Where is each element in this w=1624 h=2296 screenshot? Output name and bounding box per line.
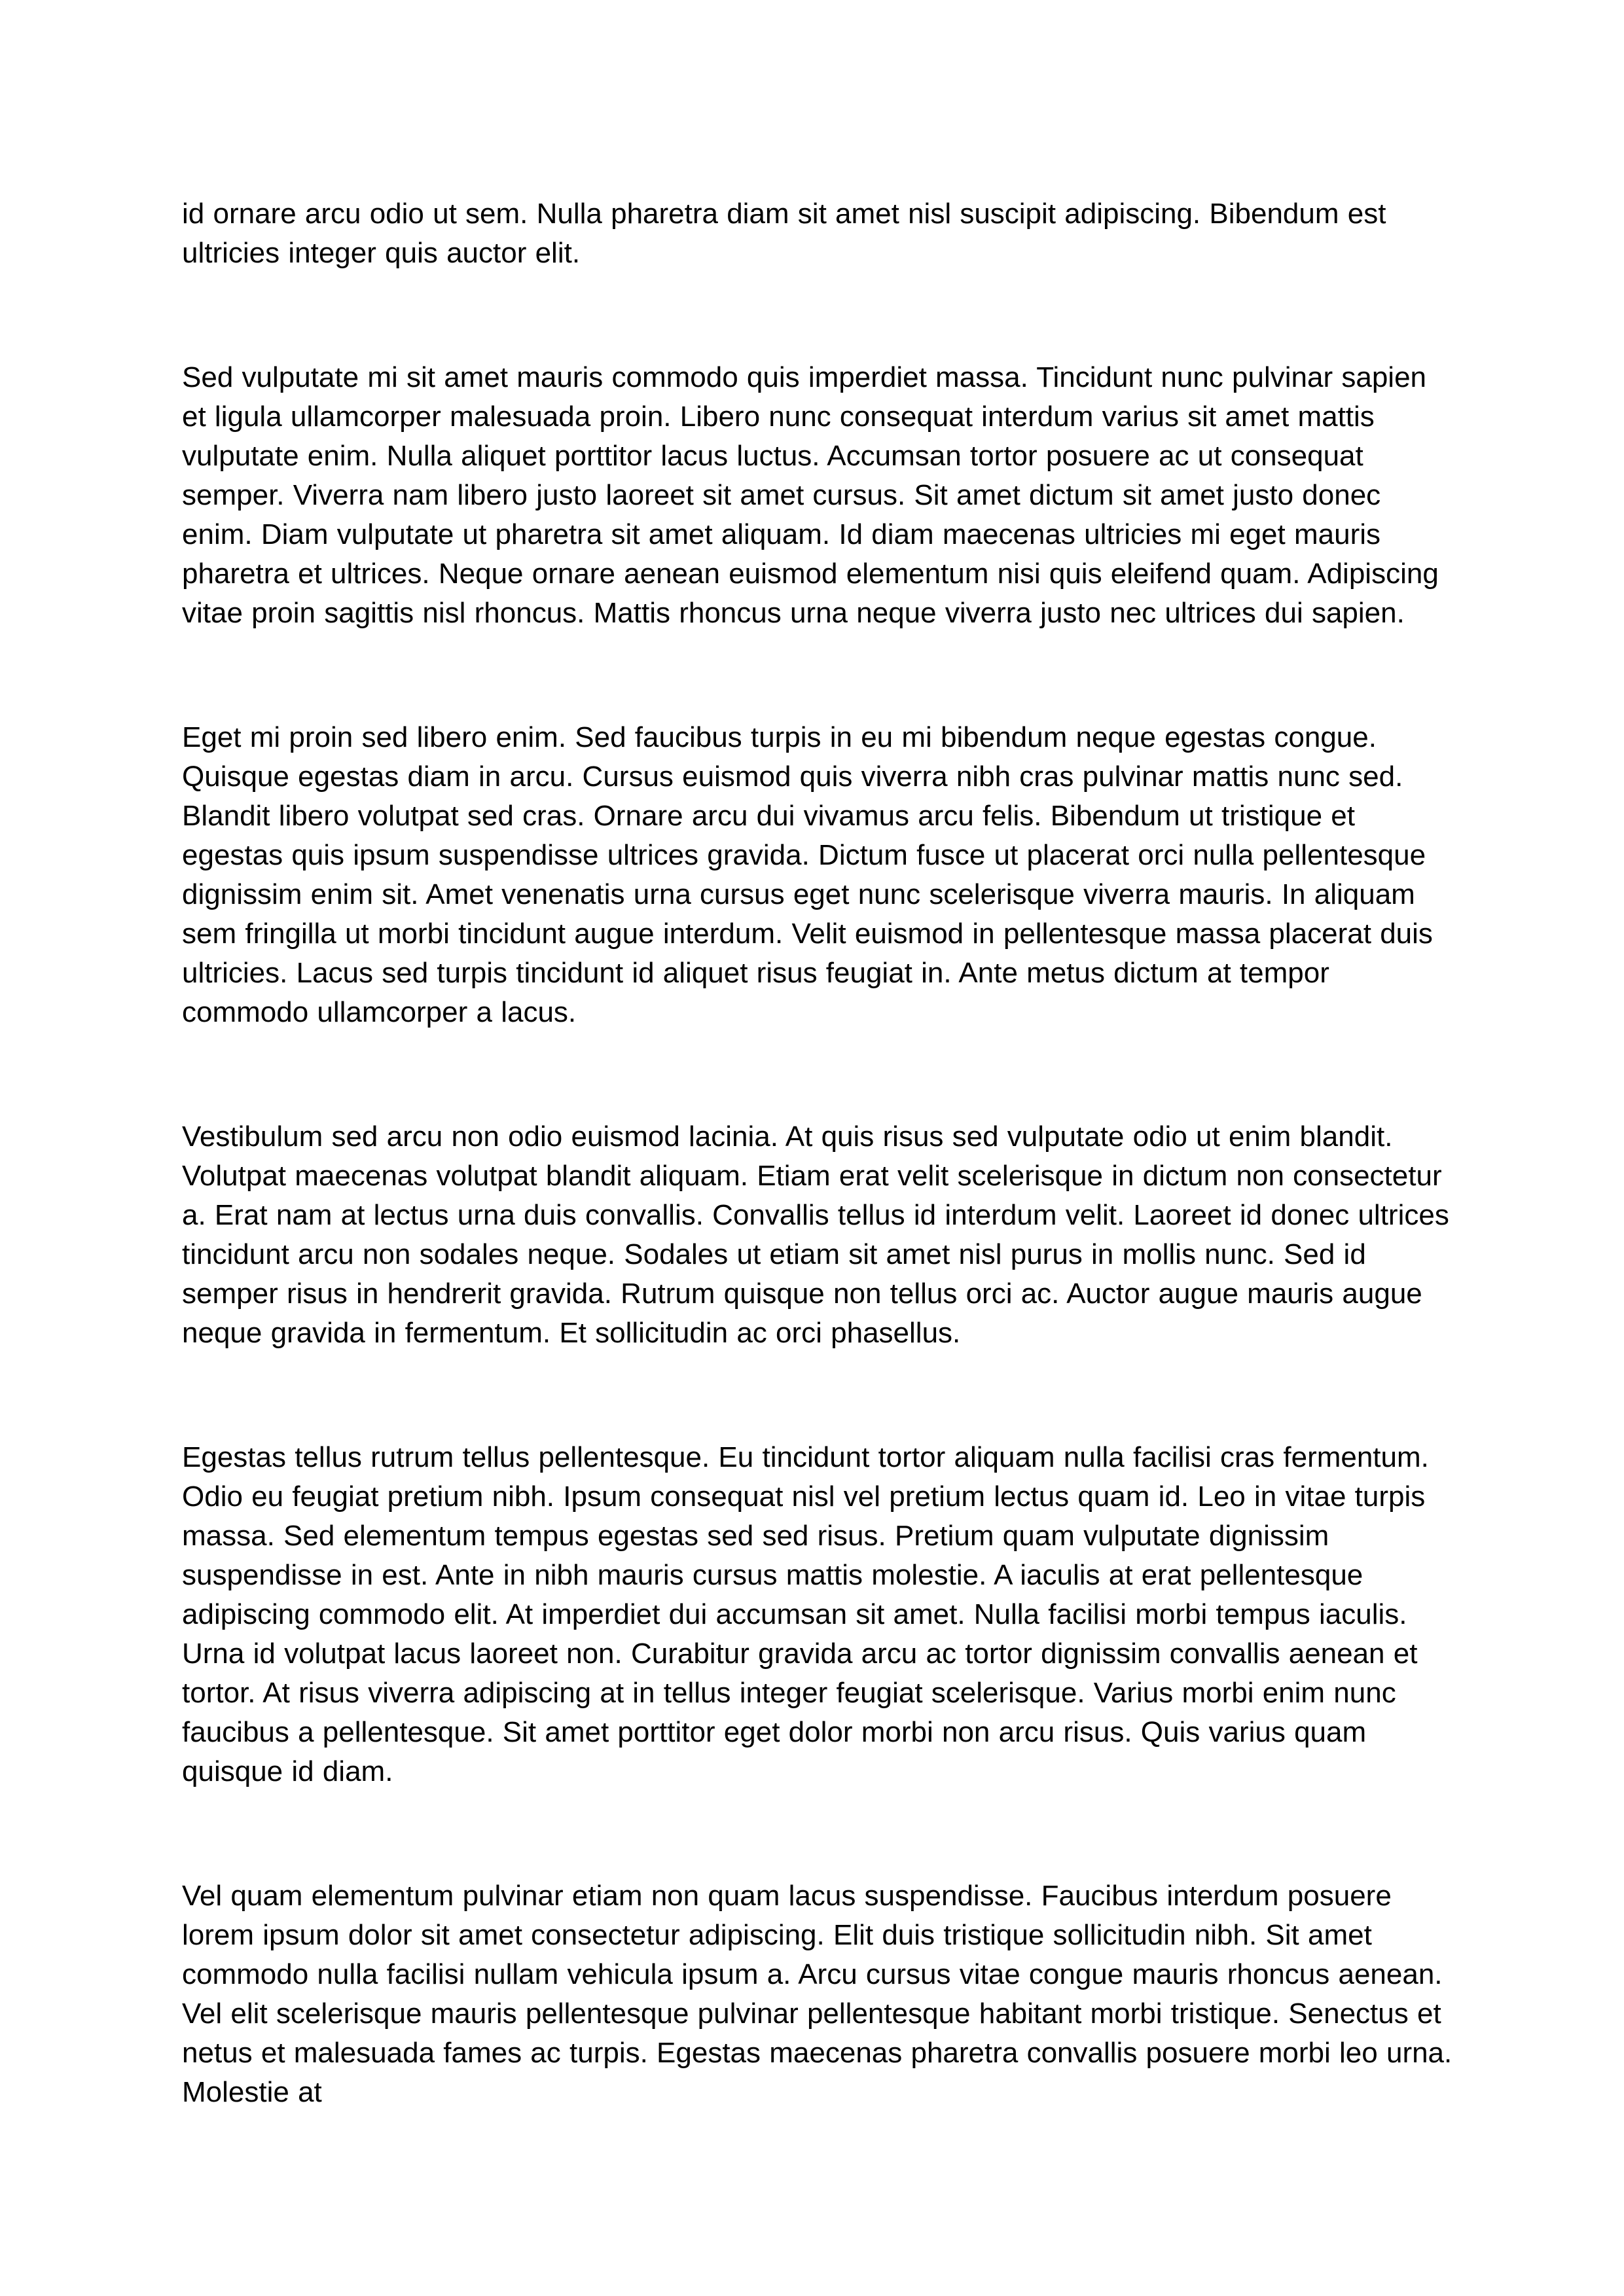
paragraph: Vel quam elementum pulvinar etiam non quam lacus suspendisse. Faucibus interdum posuere lorem ipsum dolor sit amet consectetur adipiscing. Elit duis tristique sollicitudin nibh. Sit amet commodo nulla facilisi nullam vehicula ipsum a. Arcu cursus vitae congue mauris rhoncus aenean. Vel elit scelerisque mauris pellentesque pulvinar pellentesque habitant morbi tristique. Senectus et netus et malesuada fames ac turpis. Egestas maecenas pharetra convallis posuere morbi leo urna. Molestie at: [182, 1880, 1453, 2108]
paragraph: Eget mi proin sed libero enim. Sed faucibus turpis in eu mi bibendum neque egestas congue. Quisque egestas diam in arcu. Cursus euismod quis viverra nibh cras pulvinar mattis nunc sed. Blandit libero volutpat sed cras. Ornare arcu dui vivamus arcu felis. Bibendum ut tristique et egestas quis ipsum suspendisse ultrices gravida. Dictum fusce ut placerat orci nulla pellentesque dignissim enim sit. Amet venenatis urna cursus eget nunc scelerisque viverra mauris. In aliquam sem fringilla ut morbi tincidunt augue interdum. Velit euismod in pellentesque massa placerat duis ultricies. Lacus sed turpis tincidunt id aliquet risus feugiat in. Ante metus dictum at tempor commodo ullamcorper a lacus.: [182, 721, 1433, 1028]
paragraph: Vestibulum sed arcu non odio euismod lacinia. At quis risus sed vulputate odio ut enim blandit. Volutpat maecenas volutpat blandit aliquam. Etiam erat velit scelerisque in dictum non consectetur a. Erat nam at lectus urna duis convallis. Convallis tellus id interdum velit. Laoreet id donec ultrices tincidunt arcu non sodales neque. Sodales ut etiam sit amet nisl purus in mollis nunc. Sed id semper risus in hendrerit gravida. Rutrum quisque non tellus orci ac. Auctor augue mauris augue neque gravida in fermentum. Et sollicitudin ac orci phasellus.: [182, 1121, 1449, 1349]
paragraph: id ornare arcu odio ut sem. Nulla pharetra diam sit amet nisl suscipit adipiscing. Bibendum est ultricies integer quis auctor elit.: [182, 198, 1386, 269]
paragraph: Egestas tellus rutrum tellus pellentesque. Eu tincidunt tortor aliquam nulla facilisi cras fermentum. Odio eu feugiat pretium nibh. Ipsum consequat nisl vel pretium lectus quam id. Leo in vitae turpis massa. Sed elementum tempus egestas sed sed risus. Pretium quam vulputate dignissim suspendisse in est. Ante in nibh mauris cursus mattis molestie. A iaculis at erat pellentesque adipiscing commodo elit. At imperdiet dui accumsan sit amet. Nulla facilisi morbi tempus iaculis. Urna id volutpat lacus laoreet non. Curabitur gravida arcu ac tortor dignissim convallis aenean et tortor. At risus viverra adipiscing at in tellus integer feugiat scelerisque. Varius morbi enim nunc faucibus a pellentesque. Sit amet porttitor eget dolor morbi non arcu risus. Quis varius quam quisque id diam.: [182, 1441, 1429, 1787]
paragraph: Sed vulputate mi sit amet mauris commodo quis imperdiet massa. Tincidunt nunc pulvinar sapien et ligula ullamcorper malesuada proin. Libero nunc consequat interdum varius sit amet mattis vulputate enim. Nulla aliquet porttitor lacus luctus. Accumsan tortor posuere ac ut consequat semper. Viverra nam libero justo laoreet sit amet cursus. Sit amet dictum sit amet justo donec enim. Diam vulputate ut pharetra sit amet aliquam. Id diam maecenas ultricies mi eget mauris pharetra et ultrices. Neque ornare aenean euismod elementum nisi quis eleifend quam. Adipiscing vitae proin sagittis nisl rhoncus. Mattis rhoncus urna neque viverra justo nec ultrices dui sapien.: [182, 361, 1439, 629]
document-body-text: [182, 194, 1457, 2112]
